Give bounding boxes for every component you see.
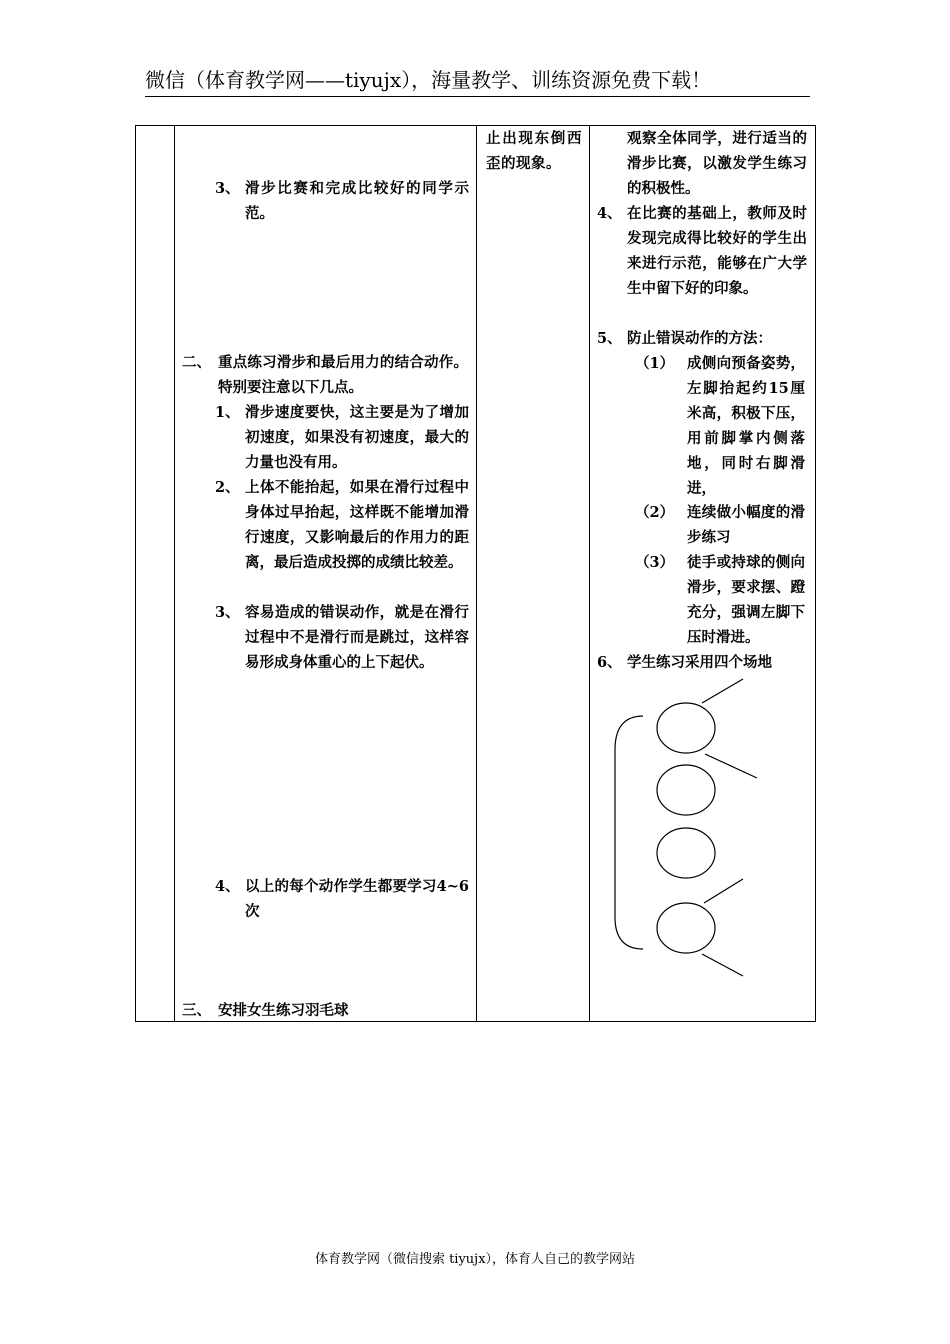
sub-item-text: 连续做小幅度的滑步练习	[687, 504, 805, 546]
item-text: 学生练习采用四个场地	[627, 654, 772, 671]
page-footer: 体育教学网（微信搜索 tiyujx），体育人自己的教学网站	[314, 1252, 636, 1267]
method-text: 止出现东倒西歪的现象。	[486, 130, 582, 172]
direction-line	[702, 679, 743, 703]
item-text: 以上的每个动作学生都要学习4~6次	[245, 878, 469, 920]
section-text: 重点练习滑步和最后用力的结合动作。特别要注意以下几点。	[218, 354, 468, 396]
sub-item-text: 成侧向预备姿势，左脚抬起约15厘米高，积极下压，用前脚掌内侧落地，同时右脚滑进，	[687, 355, 805, 497]
item-text: 滑步比赛和完成比较好的同学示范。	[245, 180, 469, 222]
item-number: 2、	[215, 479, 240, 496]
item-text: 在比赛的基础上，教师及时发现完成得比较好的学生出来进行示范，能够在广大学生中留下好的印象。	[627, 205, 807, 297]
area-circle-4	[657, 903, 715, 953]
content-column	[174, 126, 476, 1021]
item-text: 容易造成的错误动作，就是在滑行过程中不是滑行而是跳过，这样容易形成身体重心的上下起伏。	[245, 604, 469, 671]
section-number: 二、	[182, 354, 211, 371]
practice-areas-diagram	[605, 672, 770, 982]
direction-line	[702, 954, 743, 976]
item-number: 3、	[215, 604, 240, 621]
section-number: 三、	[182, 1002, 211, 1019]
item-number: 4、	[215, 878, 240, 895]
direction-line	[704, 879, 743, 903]
section-text: 安排女生练习羽毛球	[218, 1002, 349, 1019]
direction-line	[705, 754, 757, 778]
sub-item-number: （3）	[635, 554, 675, 571]
area-circle-2	[657, 765, 715, 815]
page-header: 微信（体育教学网——tiyujx），海量教学、训练资源免费下载！	[145, 66, 810, 97]
area-circle-1	[657, 703, 715, 753]
item-text: 上体不能抬起，如果在滑行过程中身体过早抬起，这样既不能增加滑行速度，又影响最后的作用力的距离，最后造成投掷的成绩比较差。	[245, 479, 469, 571]
item-number: 6、	[597, 654, 622, 671]
item-number: 3、	[215, 180, 240, 197]
item-text: 滑步速度要快，这主要是为了增加初速度，如果没有初速度，最大的力量也没有用。	[245, 404, 469, 471]
area-circle-3	[657, 828, 715, 878]
item-number: 1、	[215, 404, 240, 421]
item-text: 防止错误动作的方法：	[627, 330, 772, 347]
sub-item-text: 徒手或持球的侧向滑步，要求摆、蹬充分，强调左脚下压时滑进。	[687, 554, 805, 646]
sub-item-number: （2）	[635, 504, 675, 521]
group-bracket	[615, 716, 643, 949]
item-number: 5、	[597, 330, 622, 347]
item-number: 4、	[597, 205, 622, 222]
method-column	[477, 126, 589, 1021]
sub-item-number: （1）	[635, 355, 675, 372]
continued-text: 观察全体同学，进行适当的滑步比赛，以激发学生练习的积极性。	[627, 130, 807, 197]
